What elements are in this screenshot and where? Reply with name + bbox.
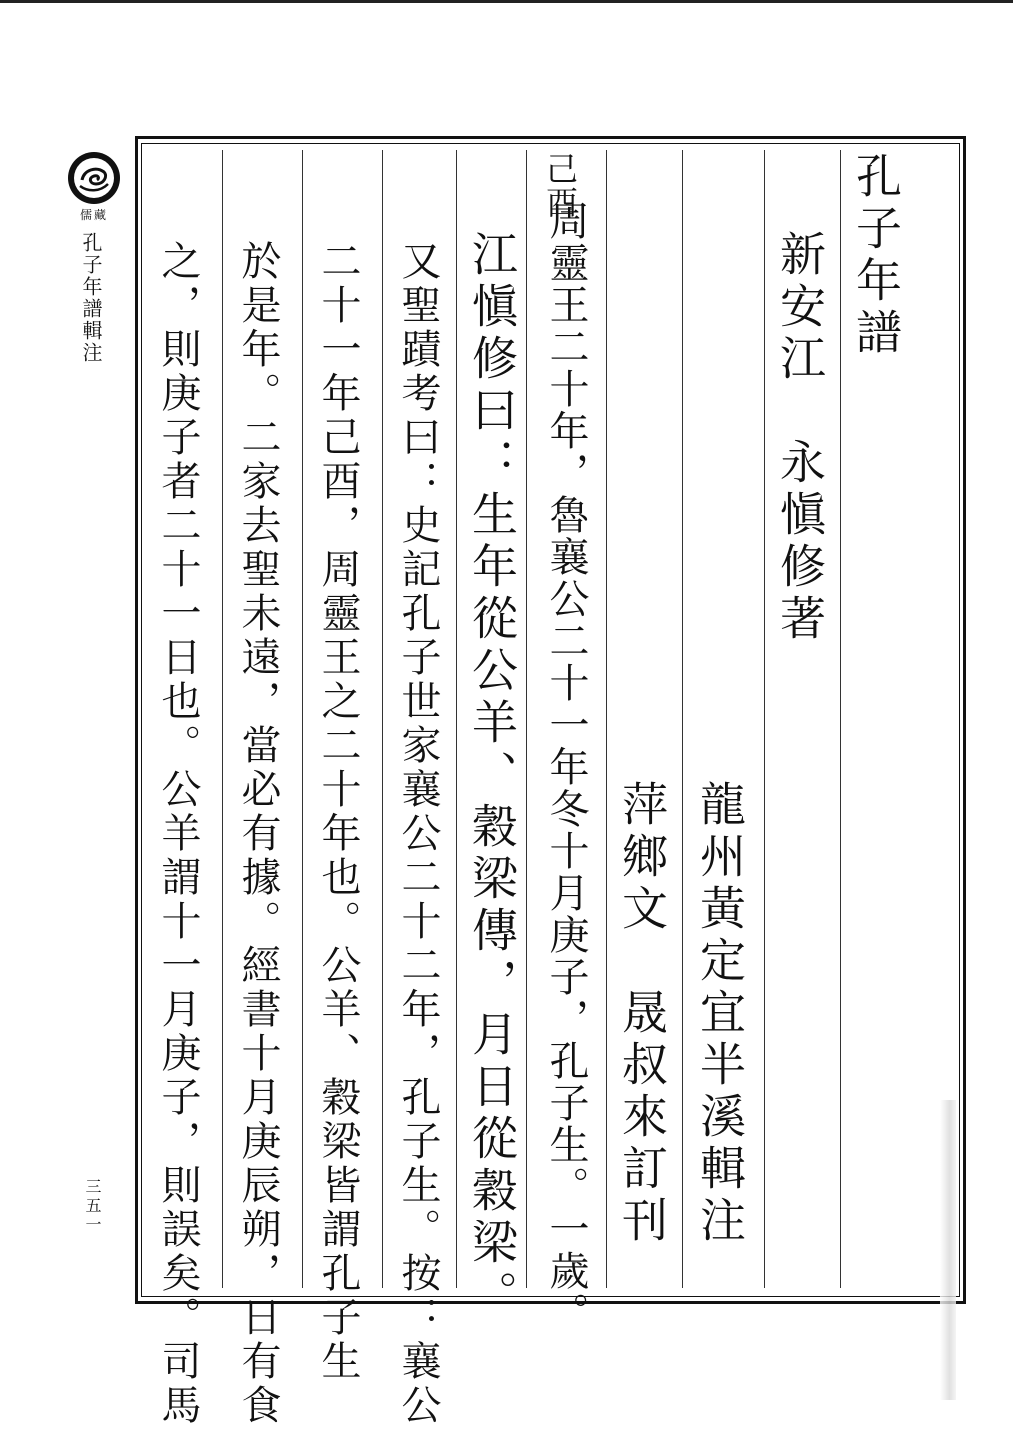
annotator-line: 龍州黃定宜半溪輯注 <box>693 780 747 1248</box>
book-title: 孔子年譜 <box>849 152 903 360</box>
note-line: 又聖蹟考曰：史記孔子世家襄公二十二年，孔子生。按：襄公 <box>395 240 441 1428</box>
column-rule <box>526 150 527 1288</box>
seal-logo-icon <box>66 150 122 206</box>
column-rule <box>606 150 607 1288</box>
column-rule <box>682 150 683 1288</box>
note-line: 於是年。二家去聖未遠，當必有據。經書十月庚辰朔，日有食 <box>235 240 281 1428</box>
main-entry: 周靈王二十年，魯襄公二十一年冬十月庚子，孔子生。一歲。 <box>543 200 589 1334</box>
column-rule <box>840 150 841 1288</box>
year-label: 己酉 <box>541 152 579 220</box>
note-line: 江愼修曰：生年從公羊、穀梁傳，月日從穀梁。 <box>465 230 519 1322</box>
author-line: 新安江 永愼修著 <box>773 230 827 646</box>
top-border <box>0 0 1013 3</box>
column-rule <box>222 150 223 1288</box>
column-rule <box>302 150 303 1288</box>
page-number: 三五一 <box>83 1178 102 1235</box>
side-book-title: 孔子年譜輯注 <box>79 232 103 364</box>
column-rule <box>456 150 457 1288</box>
note-line: 二十一年己酉，周靈王之二十年也。公羊、穀梁皆謂孔子生 <box>315 240 361 1384</box>
note-line: 之，則庚子者二十一日也。公羊謂十一月庚子，則誤矣。司馬 <box>155 240 201 1428</box>
collection-label: 儒藏 <box>79 208 108 222</box>
column-rule <box>382 150 383 1288</box>
scan-shadow <box>940 1100 956 1400</box>
column-rule <box>764 150 765 1288</box>
editor-line: 萍鄉文 晟叔來訂刊 <box>615 780 669 1248</box>
